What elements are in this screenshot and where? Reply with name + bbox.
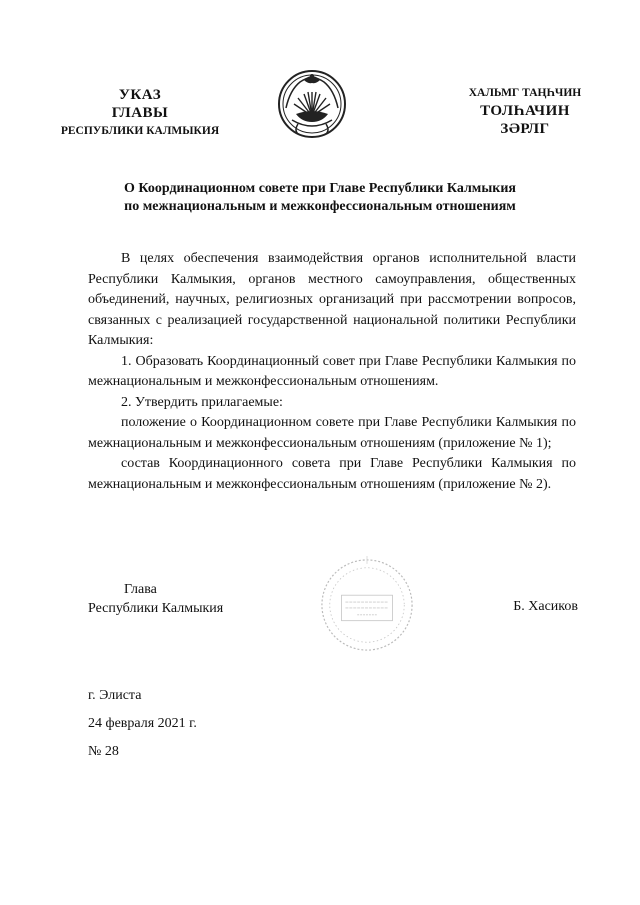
header-right-block	[425, 84, 625, 138]
kalmyk-republic-label: ХАЛЬМГ ТАҢҺЧИН	[468, 87, 582, 99]
place-of-signing: г. Элиста	[88, 688, 142, 703]
preamble-paragraph: В целях обеспечения взаимодействия органов исполнительной власти Республики Калмыкия, органов местного самоуправления, общественных объединений, научных, религиозных организаций при рассмотрении вопросов, связанных с реализацией государственной национальной политики Республики Калмыкия:	[88, 251, 576, 348]
head-label: ГЛАВЫ	[111, 105, 169, 121]
clause-2-item-1: положение о Координационном совете при Главе Республики Калмыкия по межнациональным и межконфессиональным отношениям (приложение № 1);	[88, 415, 576, 451]
kalmyk-head-label: ТОЛҺАЧИН	[480, 103, 570, 119]
clause-1-paragraph: 1. Образовать Координационный совет при Главе Республики Калмыкия по межнациональным и межконфессиональным отношениям.	[88, 353, 576, 389]
title-line-2: по межнациональным и межконфессиональным отношениям	[124, 199, 516, 214]
signatory-name: Б. Хасиков	[513, 599, 578, 614]
kalmyk-decree-label: ЗӘРЛГ	[500, 121, 550, 137]
signing-date: 24 февраля 2021 г.	[88, 716, 197, 731]
clause-2-paragraph: 2. Утвердить прилагаемые:	[121, 394, 283, 410]
header-left-block	[30, 86, 250, 140]
official-seal-stamp-icon	[318, 556, 416, 654]
decree-number: № 28	[88, 744, 119, 759]
signatory-title	[88, 580, 223, 618]
republic-label: РЕСПУБЛИКИ КАЛМЫКИЯ	[60, 125, 220, 137]
decree-label: УКАЗ	[118, 87, 162, 103]
clause-2-item-2: состав Координационного совета при Главе Республики Калмыкия по межнациональным и межконфессиональным отношениям (приложение № 2).	[88, 456, 576, 492]
document-title	[60, 180, 580, 216]
signatory-title-line-1: Глава	[124, 582, 157, 597]
title-line-1: О Координационном совете при Главе Республики Калмыкия	[124, 181, 516, 196]
kalmykia-coat-of-arms-icon	[276, 68, 348, 140]
decree-body	[88, 249, 576, 495]
signatory-title-line-2: Республики Калмыкия	[88, 601, 224, 616]
